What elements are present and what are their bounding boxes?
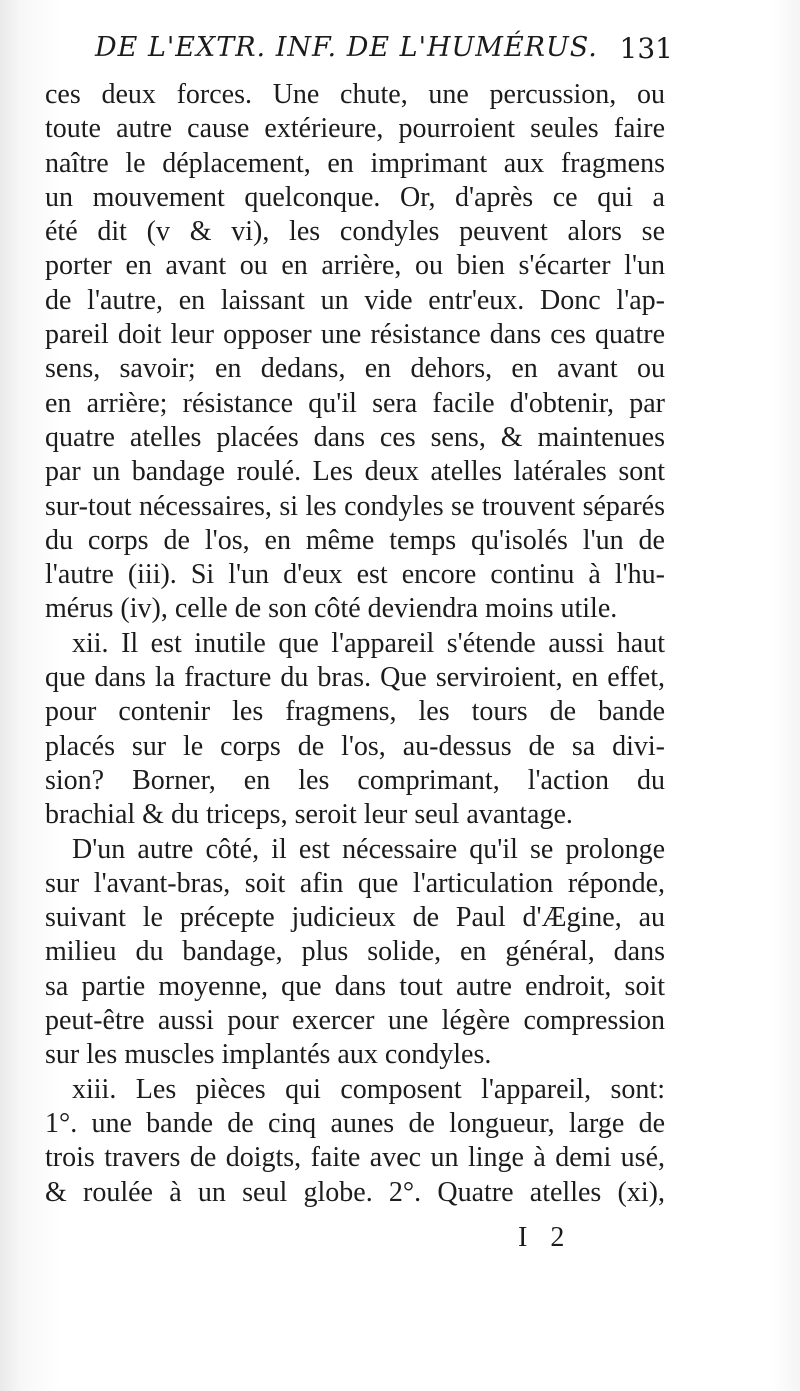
text-line: l'autre (iii). Si l'un d'eux est encore continu à l'hu- [45, 559, 665, 591]
text-line: milieu du bandage, plus solide, en général, dans [45, 936, 665, 968]
text-line: sur les muscles implantés aux condyles. [45, 1039, 492, 1071]
text-line: du corps de l'os, en même temps qu'isolés l'un de [45, 524, 665, 556]
text-line: sa partie moyenne, que dans tout autre endroit, soit [45, 970, 665, 1002]
signature-mark: I 2 [518, 1222, 573, 1253]
running-title: DE L'EXTR. INF. DE L'HUMÉRUS. [95, 32, 598, 63]
text-line: toute autre cause extérieure, pourroient seules faire [45, 113, 665, 145]
text-line: de l'autre, en laissant un vide entr'eux. Donc l'ap- [45, 284, 665, 316]
text-line: 1°. une bande de cinq aunes de longueur, large de [45, 1107, 665, 1139]
text-line: & roulée à un seul globe. 2°. Quatre atelles (xi), [45, 1176, 665, 1208]
page-header [95, 32, 673, 72]
text-line: pour contenir les fragmens, les tours de bande [45, 696, 665, 728]
text-line: peut-être aussi pour exercer une légère compression [45, 1005, 665, 1037]
text-line: trois travers de doigts, faite avec un linge à demi usé, [45, 1142, 665, 1174]
text-line: naître le déplacement, en imprimant aux fragmens [45, 147, 665, 179]
paragraph-start-line: D'un autre côté, il est nécessaire qu'il se prolonge [72, 833, 665, 865]
paragraph-start-line: xiii. Les pièces qui composent l'appareil, sont: [72, 1073, 665, 1105]
text-line: sur-tout nécessaires, si les condyles se trouvent séparés [45, 490, 665, 522]
text-line: que dans la fracture du bras. Que serviroient, en effet, [45, 662, 665, 694]
text-line: placés sur le corps de l'os, au-dessus de sa divi- [45, 730, 665, 762]
body-text [45, 78, 665, 1210]
paragraph-start-line: xii. Il est inutile que l'appareil s'étende aussi haut [72, 627, 665, 659]
text-line: pareil doit leur opposer une résistance dans ces quatre [45, 319, 665, 351]
page-number: 131 [619, 32, 673, 65]
text-line: ces deux forces. Une chute, une percussion, ou [45, 79, 665, 110]
text-line: sur l'avant-bras, soit afin que l'articulation réponde, [45, 867, 665, 899]
text-line: sens, savoir; en dedans, en dehors, en avant ou [45, 353, 665, 385]
text-line: sion? Borner, en les comprimant, l'action du [45, 764, 665, 796]
page-edge-shadow [770, 0, 800, 1391]
text-line: un mouvement quelconque. Or, d'après ce qui a [45, 181, 665, 213]
text-line: été dit (v & vi), les condyles peuvent alors se [45, 216, 665, 248]
text-line: par un bandage roulé. Les deux atelles latérales sont [45, 456, 665, 488]
text-line: mérus (iv), celle de son côté deviendra moins utile. [45, 593, 618, 625]
text-line: porter en avant ou en arrière, ou bien s'écarter l'un [45, 250, 665, 282]
text-line: quatre atelles placées dans ces sens, & maintenues [45, 421, 665, 453]
text-line: suivant le précepte judicieux de Paul d'Ægine, au [45, 902, 665, 934]
text-line: brachial & du triceps, seroit leur seul avantage. [45, 799, 573, 831]
text-line: en arrière; résistance qu'il sera facile d'obtenir, par [45, 387, 665, 419]
